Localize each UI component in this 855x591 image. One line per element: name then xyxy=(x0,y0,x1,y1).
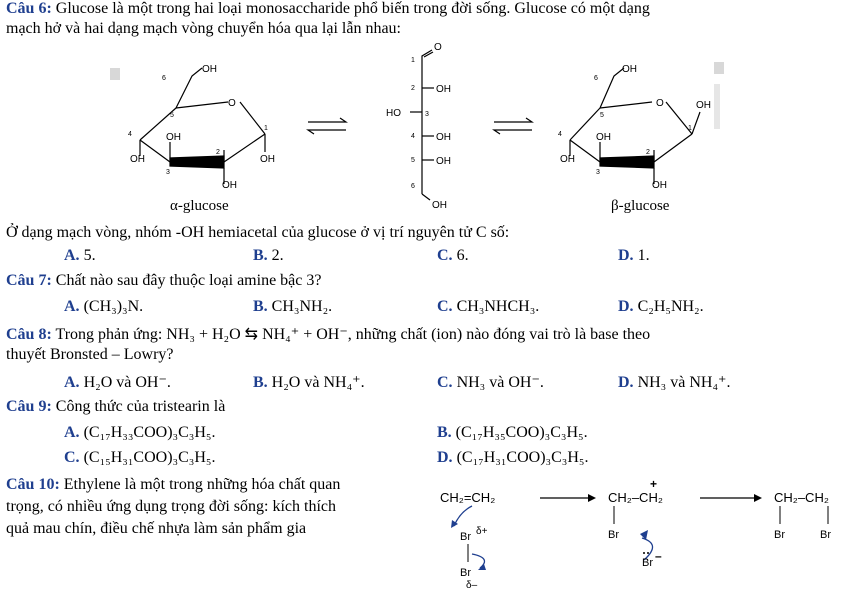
artifact-mark xyxy=(714,84,720,129)
q10-label: Câu 10: xyxy=(6,476,60,493)
option-letter: C. xyxy=(437,298,453,315)
q8-text-1: Trong phản ứng: NH₃ + H₂O ⇆ NH₄⁺ + OH⁻, những chất (ion) nào đóng vai trò là base theo xyxy=(55,326,651,343)
option-text: (C₁₇H₃₃COO)₃C₃H₅. xyxy=(83,424,216,441)
alpha-num-1: 1 xyxy=(264,125,268,132)
option-text: (CH₃)₃N. xyxy=(83,298,144,315)
option-text: 5. xyxy=(83,247,96,264)
q6-option-b[interactable] xyxy=(253,247,284,265)
alpha-c4-oh: OH xyxy=(130,154,145,165)
open-chain-structure xyxy=(410,50,434,200)
q10-text-3: quả mau chín, điều chế nhựa làm sản phẩm gia xyxy=(6,520,307,537)
option-letter: B. xyxy=(253,298,268,315)
option-letter: A. xyxy=(64,424,80,441)
q8-option-b[interactable] xyxy=(253,372,365,392)
positive-charge: + xyxy=(650,478,658,491)
option-letter: D. xyxy=(618,298,634,315)
q7-option-b[interactable] xyxy=(253,298,332,316)
q8-option-d[interactable] xyxy=(618,372,730,392)
beta-glucose-structure xyxy=(570,68,700,184)
q9-text: Công thức của tristearin là xyxy=(55,398,226,415)
beta-num-2: 2 xyxy=(646,149,650,156)
beta-num-3: 3 xyxy=(596,169,600,176)
option-letter: A. xyxy=(64,247,80,264)
beta-glucose-caption: β-glucose xyxy=(611,198,670,214)
option-letter: B. xyxy=(253,247,268,264)
ethylene-bromination-mechanism xyxy=(430,478,855,590)
beta-num-1: 1 xyxy=(688,125,692,132)
product-br-right: Br xyxy=(820,529,831,541)
option-text: (C₁₅H₃₁COO)₃C₃H₅. xyxy=(83,449,216,466)
beta-num-6: 6 xyxy=(594,75,598,82)
artifact-mark xyxy=(714,62,724,74)
delta-plus-label: δ+ xyxy=(476,526,488,537)
option-text: NH₃ và NH₄⁺. xyxy=(637,374,731,391)
q9-option-b[interactable] xyxy=(437,424,588,442)
option-text: C₂H₅NH₂. xyxy=(637,298,704,315)
negative-charge: – xyxy=(655,549,662,563)
q9-option-c[interactable] xyxy=(64,449,216,467)
beta-c4-oh: OH xyxy=(560,154,575,165)
q6-line1 xyxy=(6,0,650,18)
alpha-c3-oh: OH xyxy=(166,132,181,143)
option-letter: B. xyxy=(437,424,452,441)
br-delta-minus-atom: Br xyxy=(460,567,471,579)
equilibrium-arrow-right xyxy=(494,118,532,134)
alpha-c6-oh: OH xyxy=(202,64,217,75)
alpha-num-4: 4 xyxy=(128,131,132,138)
alpha-glucose-structure xyxy=(140,68,265,184)
ethylene-formula: CH₂=CH₂ xyxy=(440,490,496,505)
beta-c6-oh: OH xyxy=(622,64,637,75)
option-letter: A. xyxy=(64,298,80,315)
carbocation-formula: CH₂–CH₂ xyxy=(608,490,663,505)
q6-option-d[interactable] xyxy=(618,247,650,265)
option-letter: D. xyxy=(437,449,453,466)
delta-minus-label: δ– xyxy=(466,580,478,590)
q8-line1 xyxy=(6,324,650,344)
q8-label: Câu 8: xyxy=(6,326,52,343)
chain-num-4: 4 xyxy=(411,133,415,140)
option-letter: C. xyxy=(437,374,453,391)
electron-arrow-1 xyxy=(454,506,472,526)
q9-label: Câu 9: xyxy=(6,398,52,415)
q6-label: Câu 6: xyxy=(6,0,52,17)
product-br-left: Br xyxy=(774,529,785,541)
option-text: CH₃NHCH₃. xyxy=(456,298,540,315)
equilibrium-arrow-left xyxy=(308,118,346,134)
option-text: 1. xyxy=(637,247,650,264)
option-text: CH₃NH₂. xyxy=(271,298,333,315)
chain-c6-oh: OH xyxy=(432,200,447,211)
beta-num-5: 5 xyxy=(600,112,604,119)
chain-c3-ho: HO xyxy=(386,108,401,119)
q7-option-c[interactable] xyxy=(437,298,539,316)
option-text: H₂O và OH⁻. xyxy=(83,374,171,391)
q10-line1 xyxy=(6,476,340,494)
alpha-glucose-caption: α-glucose xyxy=(170,198,229,214)
chain-c5-oh: OH xyxy=(436,156,451,167)
chain-c4-oh: OH xyxy=(436,132,451,143)
bromonium-br: Br xyxy=(608,529,619,541)
option-text: (C₁₇H₃₁COO)₃C₃H₅. xyxy=(456,449,589,466)
q9-option-d[interactable] xyxy=(437,449,589,467)
option-letter: B. xyxy=(253,374,268,391)
q6-text-2: mạch hở và hai dạng mạch vòng chuyển hóa qua lại lẫn nhau: xyxy=(6,20,401,37)
chain-num-2: 2 xyxy=(411,85,415,92)
alpha-num-3: 3 xyxy=(166,169,170,176)
option-text: H₂O và NH₄⁺. xyxy=(271,374,365,391)
q7-text: Chất nào sau đây thuộc loại amine bậc 3? xyxy=(55,272,322,289)
q6-question: Ở dạng mạch vòng, nhóm -OH hemiacetal của glucose ở vị trí nguyên tử C số: xyxy=(6,224,510,241)
option-letter: D. xyxy=(618,247,634,264)
alpha-num-5: 5 xyxy=(170,112,174,119)
option-letter: C. xyxy=(64,449,80,466)
chain-c2-oh: OH xyxy=(436,84,451,95)
alpha-c1-oh: OH xyxy=(260,154,275,165)
alpha-num-6: 6 xyxy=(162,75,166,82)
beta-ring-o: O xyxy=(656,98,664,109)
option-letter: A. xyxy=(64,374,80,391)
q6-option-a[interactable] xyxy=(64,247,96,265)
option-text: (C₁₇H₃₅COO)₃C₃H₅. xyxy=(455,424,588,441)
q7-label: Câu 7: xyxy=(6,272,52,289)
br-delta-plus-atom: Br xyxy=(460,531,471,543)
alpha-ring-o: O xyxy=(228,98,236,109)
beta-c1-oh: OH xyxy=(696,100,711,111)
q10-text-1: Ethylene là một trong những hóa chất quan xyxy=(63,476,341,493)
chain-num-5: 5 xyxy=(411,157,415,164)
alpha-c2-oh: OH xyxy=(222,180,237,191)
chain-num-6: 6 xyxy=(411,183,415,190)
alpha-num-2: 2 xyxy=(216,149,220,156)
glucose-diagram xyxy=(100,38,740,220)
beta-c2-oh: OH xyxy=(652,180,667,191)
bromide-ion: Br xyxy=(642,557,653,569)
q8-option-c[interactable] xyxy=(437,372,544,392)
q9-line xyxy=(6,398,225,416)
option-text: NH₃ và OH⁻. xyxy=(456,374,544,391)
beta-num-4: 4 xyxy=(558,131,562,138)
option-text: 6. xyxy=(456,247,469,264)
option-text: 2. xyxy=(271,247,284,264)
q7-line xyxy=(6,272,321,290)
chain-num-3: 3 xyxy=(425,111,429,118)
q9-option-a[interactable] xyxy=(64,424,216,442)
q6-option-c[interactable] xyxy=(437,247,469,265)
option-letter: D. xyxy=(618,374,634,391)
q8-text-2: thuyết Bronsted – Lowry? xyxy=(6,346,174,363)
option-letter: C. xyxy=(437,247,453,264)
q10-text-2: trọng, có nhiều ứng dụng trọng đời sống: kích thích xyxy=(6,498,336,515)
q8-option-a[interactable] xyxy=(64,372,171,392)
chain-aldehyde-o: O xyxy=(434,42,442,53)
artifact-mark xyxy=(110,68,120,80)
beta-c3-oh: OH xyxy=(596,132,611,143)
q7-option-d[interactable] xyxy=(618,298,704,316)
chain-num-1: 1 xyxy=(411,57,415,64)
dibromoethane-formula: CH₂–CH₂ xyxy=(774,490,829,505)
q6-text-1: Glucose là một trong hai loại monosaccharide phổ biến trong đời sống. Glucose có một dạng xyxy=(55,0,650,17)
q7-option-a[interactable] xyxy=(64,298,143,316)
